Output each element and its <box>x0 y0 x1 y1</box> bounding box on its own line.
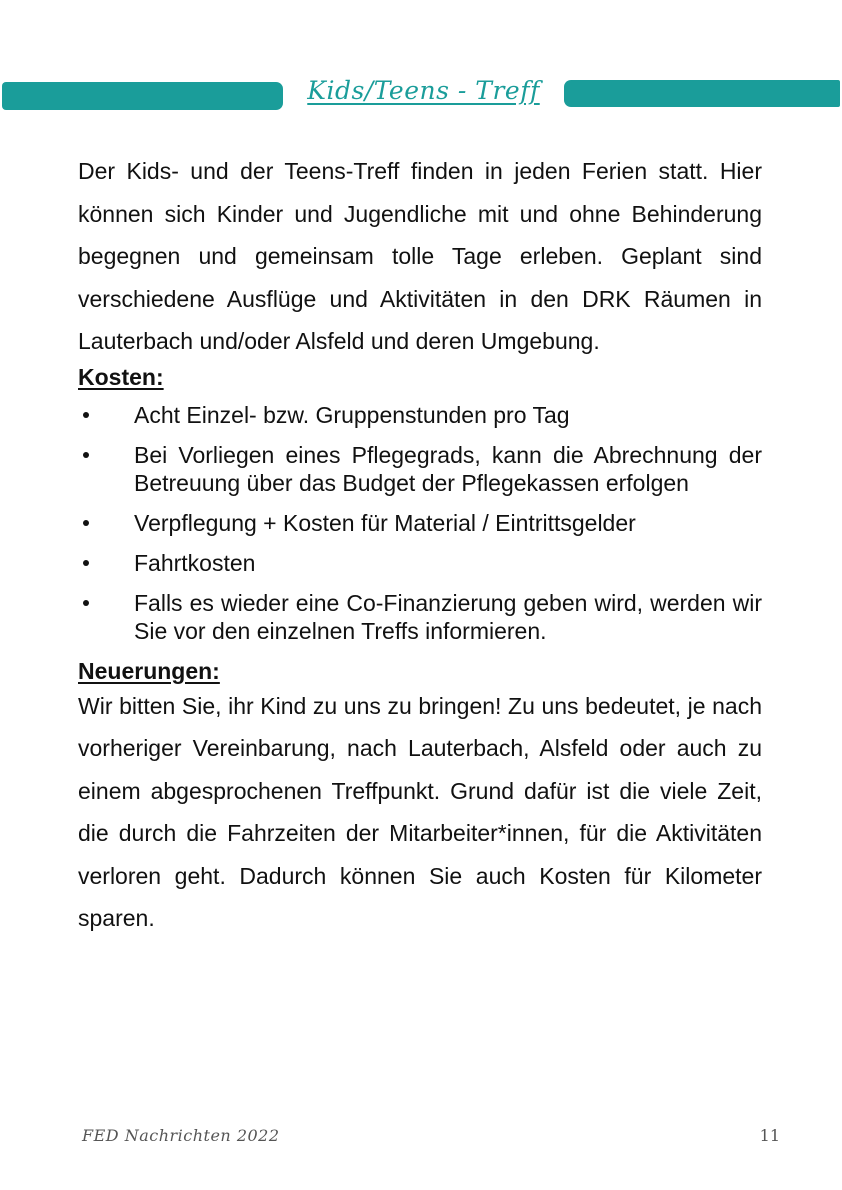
footer-publication: FED Nachrichten 2022 <box>82 1126 280 1145</box>
neuerungen-heading: Neuerungen: <box>78 657 220 684</box>
neuerungen-paragraph: Wir bitten Sie, ihr Kind zu uns zu bringen! Zu uns bedeutet, je nach vorheriger Vereinbarung, nach Lauterbach, Alsfeld oder auch zu einem abgesprochenen Treffpunkt. Grund dafür ist die viele Zeit, die durch die Fahrzeiten der Mitarbeiter*innen, für die Aktivitäten verloren geht. Dadurch können Sie auch Kosten für Kilometer sparen. <box>78 692 762 931</box>
kosten-heading: Kosten: <box>78 363 164 390</box>
list-item-text: Acht Einzel- bzw. Gruppenstunden pro Tag <box>134 401 570 428</box>
list-item-text: Verpflegung + Kosten für Material / Eintrittsgelder <box>134 509 636 536</box>
main-content <box>78 150 762 940</box>
list-item-text: Bei Vorliegen eines Pflegegrads, kann die Abrechnung der Betreuung über das Budget der Pflegekassen erfolgen <box>134 441 762 496</box>
intro-paragraph: Der Kids- und der Teens-Treff finden in jeden Ferien statt. Hier können sich Kinder und Jugendliche mit und ohne Behinderung begegnen und gemeinsam tolle Tage erleben. Geplant sind verschiedene Ausflüge und Aktivitäten in den DRK Räumen in Lauterbach und/oder Alsfeld und deren Umgebung. <box>78 158 762 354</box>
bullet-icon <box>83 412 89 418</box>
list-item <box>78 401 762 429</box>
page-title: Kids/Teens - Treff <box>307 76 540 105</box>
bullet-icon <box>83 452 89 458</box>
list-item <box>78 549 762 577</box>
list-item <box>78 509 762 537</box>
list-item <box>78 589 762 645</box>
list-item <box>78 441 762 497</box>
bullet-icon <box>83 560 89 566</box>
bullet-icon <box>83 600 89 606</box>
list-item-text: Fahrtkosten <box>134 549 256 576</box>
kosten-list <box>78 401 762 645</box>
header-bar-left <box>2 82 283 110</box>
bullet-icon <box>83 520 89 526</box>
header-bar-right <box>564 80 840 107</box>
list-item-text: Falls es wieder eine Co-Finanzierung geben wird, werden wir Sie vor den einzelnen Treffs informieren. <box>134 589 762 644</box>
page-number: 11 <box>759 1126 780 1145</box>
